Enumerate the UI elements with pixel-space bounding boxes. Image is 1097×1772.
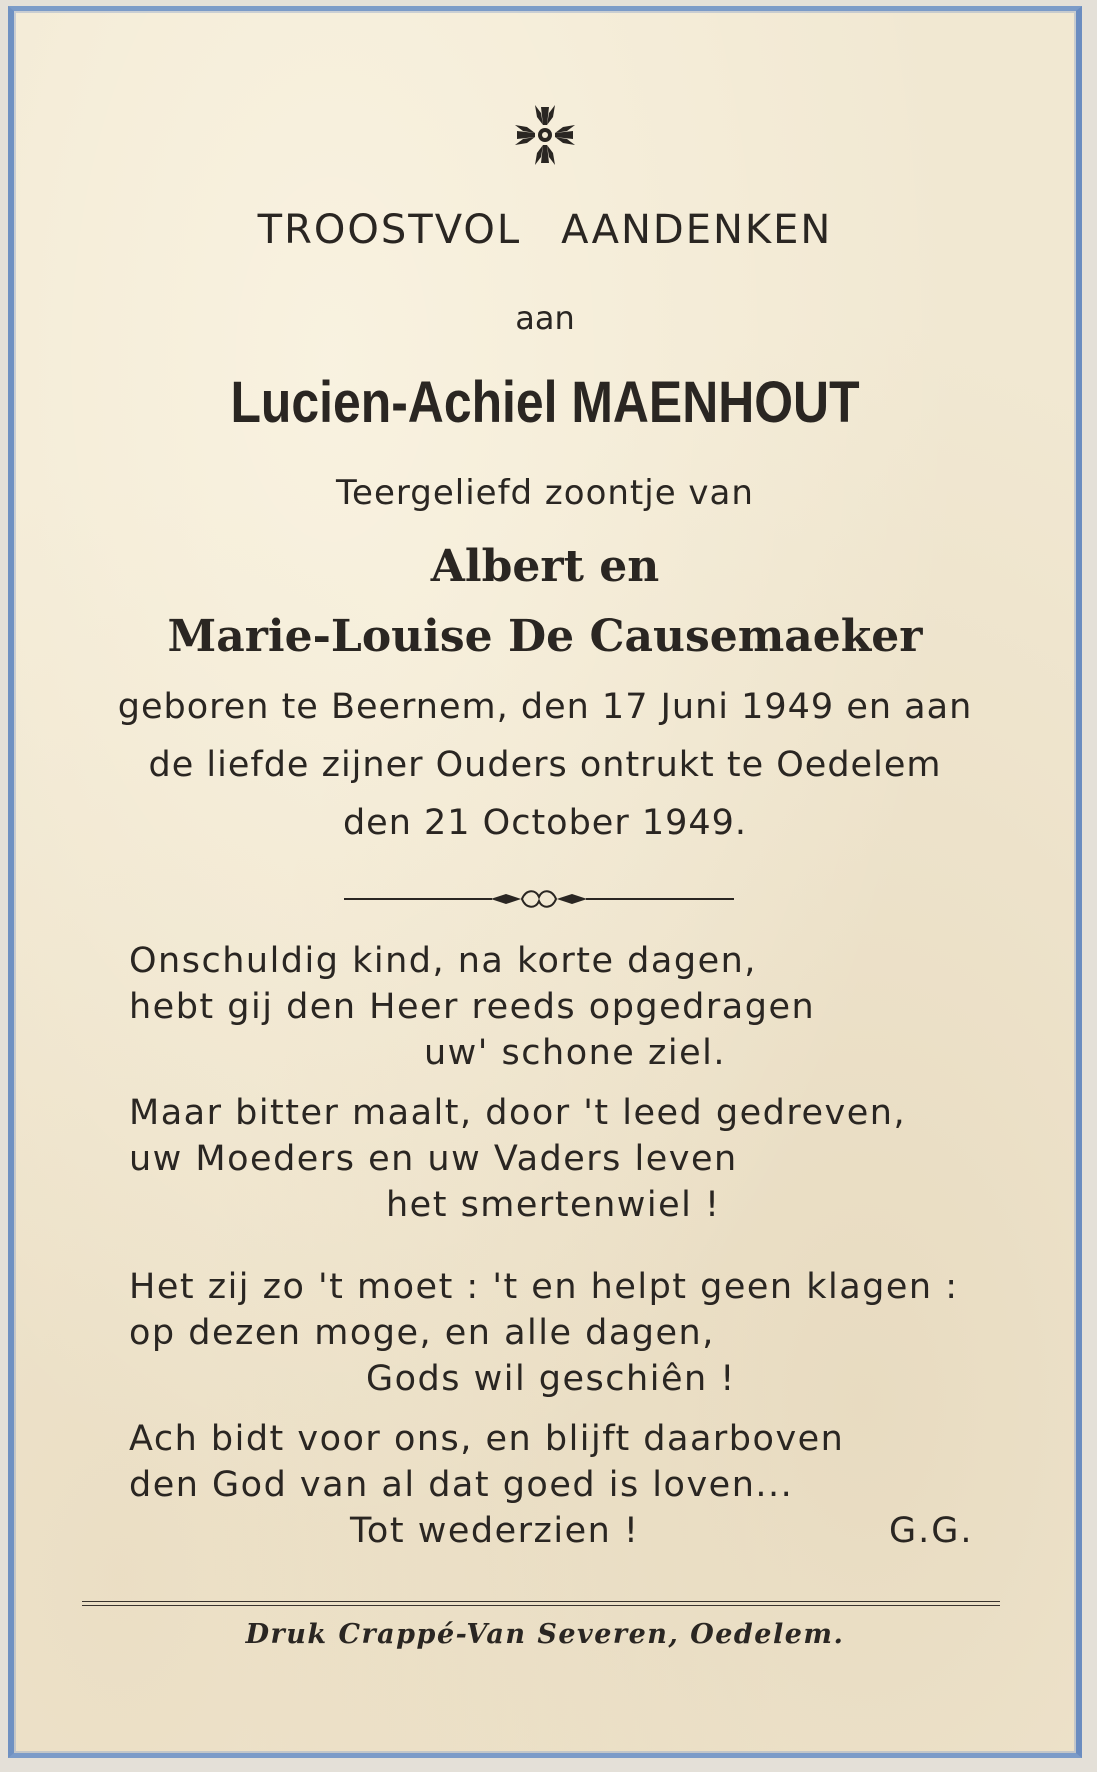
- printer-credit: Druk Crappé-Van Severen, Oedelem.: [245, 1619, 845, 1650]
- poem-line: uw Moeders en uw Vaders leven: [129, 1139, 738, 1179]
- poem-author-initials: G.G.: [889, 1511, 974, 1551]
- memorial-card: [8, 6, 1082, 1758]
- poem-line: het smertenwiel !: [386, 1185, 721, 1225]
- poem-line: uw' schone ziel.: [424, 1033, 726, 1073]
- poem-line: den God van al dat goed is loven...: [129, 1465, 794, 1505]
- cross-icon: [14, 103, 1076, 172]
- poem-line: Gods wil geschiên !: [366, 1359, 736, 1399]
- ornament-divider: [344, 887, 734, 911]
- poem-line: Het zij zo 't moet : 't en helpt geen klagen :: [129, 1267, 959, 1307]
- heading-left: TROOSTVOL: [257, 207, 522, 253]
- bio-line: den 21 October 1949.: [342, 803, 748, 843]
- mother-name: Marie-Louise De Causemaeker: [167, 611, 923, 662]
- poem-line: op dezen moge, en alle dagen,: [129, 1313, 715, 1353]
- poem-line: Ach bidt voor ons, en blijft daarboven: [129, 1419, 845, 1459]
- heading-right: AANDENKEN: [561, 207, 833, 253]
- poem-line: Maar bitter maalt, door 't leed gedreven,: [129, 1093, 907, 1133]
- bio-line: geboren te Beernem, den 17 Juni 1949 en aan: [117, 687, 973, 727]
- deceased-name: Lucien-Achiel MAENHOUT: [230, 370, 860, 435]
- poem-line: Tot wederzien !: [350, 1511, 640, 1551]
- bio-line: de liefde zijner Ouders ontrukt te Oedelem: [148, 745, 942, 785]
- father-name: Albert en: [430, 541, 660, 592]
- dedication-word: aan: [515, 299, 575, 337]
- card-heading: [14, 207, 1076, 253]
- poem-line: Onschuldig kind, na korte dagen,: [129, 941, 757, 981]
- footer-rule: [82, 1601, 1000, 1606]
- poem-line: hebt gij den Heer reeds opgedragen: [129, 987, 816, 1027]
- relation-text: Teergeliefd zoontje van: [336, 473, 754, 513]
